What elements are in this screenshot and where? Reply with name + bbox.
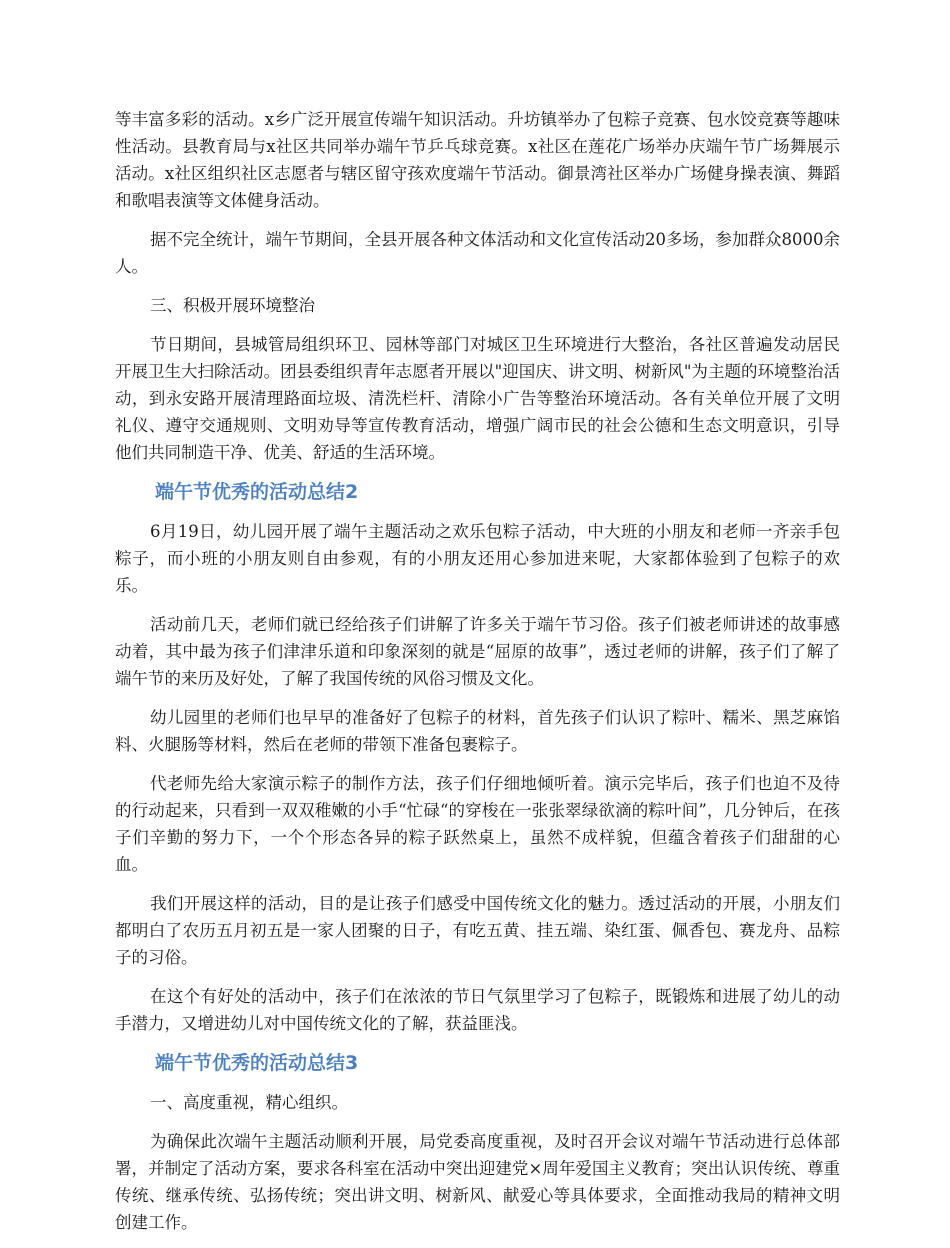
paragraph: 幼儿园里的老师们也早早的准备好了包粽子的材料，首先孩子们认识了粽叶、糯米、黑芝麻馅料、火腿肠等材料，然后在老师的带领下准备包裹粽子。 — [115, 708, 840, 754]
paragraph: 6月19日，幼儿园开展了端午主题活动之欢乐包粽子活动，中大班的小朋友和老师一齐亲手包粽子，而小班的小朋友则自由参观，有的小朋友还用心参加进来呢，大家都体验到了包粽子的欢乐。 — [115, 522, 840, 595]
subheading: 三、积极开展环境整治 — [150, 296, 315, 315]
paragraph: 为确保此次端午主题活动顺利开展，局党委高度重视，及时召开会议对端午节活动进行总体部署，并制定了活动方案，要求各科室在活动中突出迎建党×周年爱国主义教育；突出认识传统、尊重传统、继承传统、弘扬传统；突出讲文明、树新风、献爱心等具体要求，全面推动我局的精神文明创建工作。 — [115, 1132, 840, 1232]
section-heading: 端午节优秀的活动总结2 — [155, 481, 359, 503]
paragraph: 活动前几天，老师们就已经给孩子们讲解了许多关于端午节习俗。孩子们被老师讲述的故事感动着，其中最为孩子们津津乐道和印象深刻的就是“屈原的故事”，透过老师的讲解，孩子们了解了端午节的来历及好处，了解了我国传统的风俗习惯及文化。 — [115, 615, 840, 688]
subheading: 一、高度重视，精心组织。 — [150, 1093, 348, 1112]
document-page — [115, 106, 840, 1248]
paragraph: 代老师先给大家演示粽子的制作方法，孩子们仔细地倾听着。演示完毕后，孩子们也迫不及待的行动起来，只看到一双双稚嫩的小手“忙碌“的穿梭在一张张翠绿欲滴的粽叶间”，几分钟后，在孩子们辛勤的努力下，一个个形态各异的粽子跃然桌上，虽然不成样貌，但蕴含着孩子们甜甜的心血。 — [115, 774, 840, 874]
paragraph: 等丰富多彩的活动。x乡广泛开展宣传端午知识活动。升坊镇举办了包粽子竞赛、包水饺竞赛等趣味性活动。县教育局与x社区共同举办端午节乒乓球竞赛。x社区在莲花广场举办庆端午节广场舞展示活动。x社区组织社区志愿者与辖区留守孩欢度端午节活动。御景湾社区举办广场健身操表演、舞蹈和歌唱表演等文体健身活动。 — [115, 110, 840, 210]
section-heading: 端午节优秀的活动总结3 — [155, 1052, 359, 1074]
paragraph: 据不完全统计，端午节期间，全县开展各种文体活动和文化宣传活动20多场，参加群众8000余人。 — [115, 230, 840, 276]
paragraph: 我们开展这样的活动，目的是让孩子们感受中国传统文化的魅力。透过活动的开展，小朋友们都明白了农历五月初五是一家人团聚的日子，有吃五黄、挂五端、染红蛋、佩香包、赛龙舟、品粽子的习俗。 — [115, 894, 840, 967]
paragraph: 节日期间，县城管局组织环卫、园林等部门对城区卫生环境进行大整治，各社区普遍发动居民开展卫生大扫除活动。团县委组织青年志愿者开展以"迎国庆、讲文明、树新风"为主题的环境整治活动，到永安路开展清理路面垃圾、清洗栏杆、清除小广告等整治环境活动。各有关单位开展了文明礼仪、遵守交通规则、文明劝导等宣传教育活动，增强广阔市民的社会公德和生态文明意识，引导他们共同制造干净、优美、舒适的生活环境。 — [115, 335, 840, 462]
paragraph: 在这个有好处的活动中，孩子们在浓浓的节日气氛里学习了包粽子，既锻炼和进展了幼儿的动手潜力，又增进幼儿对中国传统文化的了解，获益匪浅。 — [115, 987, 840, 1033]
